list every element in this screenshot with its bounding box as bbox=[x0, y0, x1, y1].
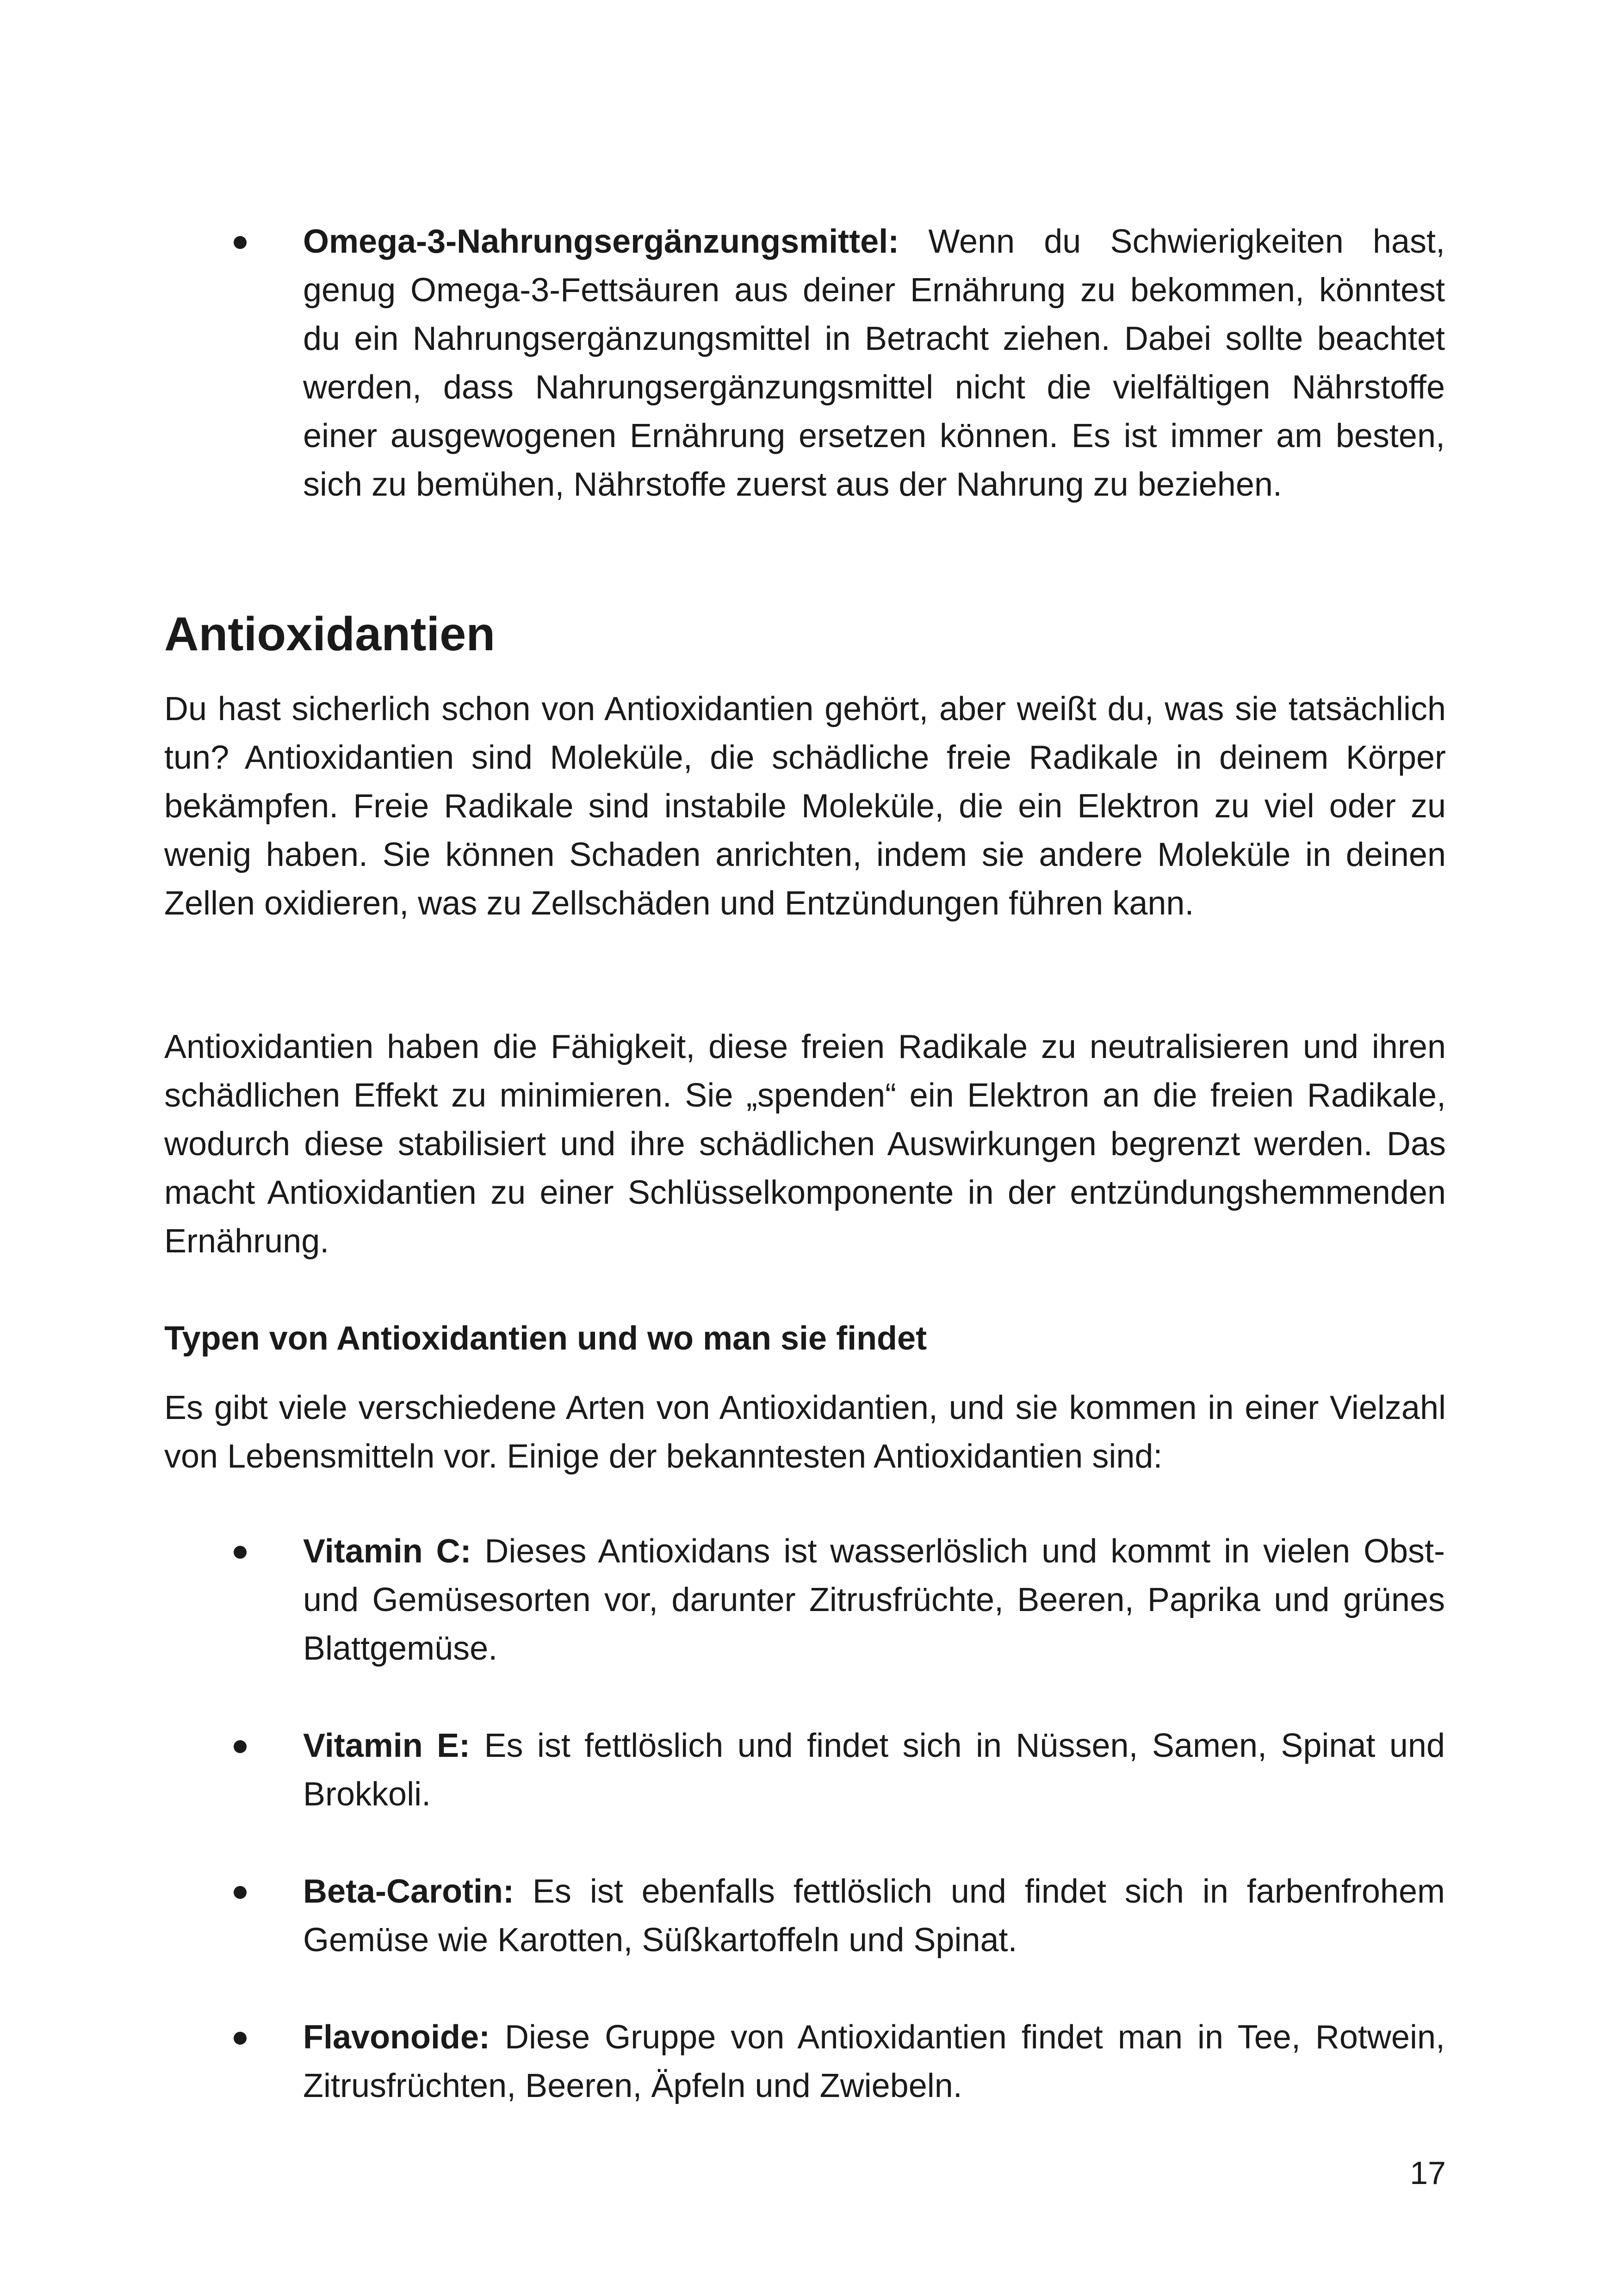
section-paragraph-1: Du hast sicherlich schon von Antioxidantien gehört, aber weißt du, was sie tatsächlich tun? Antioxidantien sind Moleküle, die schädliche freie Radikale in deinem Körper bekämpfen. Freie Radikale sind instabile Moleküle, die ein Elektron zu viel oder zu wenig haben. Sie können Schaden anrichten, indem sie andere Moleküle in deinen Zellen oxidieren, was zu Zellschäden und Entzündungen führen kann. bbox=[164, 691, 1446, 922]
bullet-description: Es ist ebenfalls fettlöslich und findet sich in farbenfrohem Gemüse wie Karotten, Süßkartoffeln und Spinat. bbox=[303, 1873, 1445, 1959]
bullet-term: Vitamin E: bbox=[303, 1727, 471, 1764]
bullet-term: Omega-3-Nahrungsergänzungsmittel: bbox=[303, 223, 899, 260]
section-heading: Antioxidantien bbox=[164, 607, 496, 660]
subsection-intro: Es gibt viele verschiedene Arten von Antioxidantien, und sie kommen in einer Vielzahl von Lebensmitteln vor. Einige der bekanntesten Antioxidantien sind: bbox=[164, 1389, 1446, 1475]
bullet-vitamin-e bbox=[164, 1722, 1446, 1819]
bullet-text bbox=[303, 218, 1445, 509]
bullet-text bbox=[303, 2013, 1445, 2110]
bullet-term: Beta-Carotin: bbox=[303, 1873, 515, 1910]
bullet-dot bbox=[234, 1740, 247, 1753]
bullet-description: Dieses Antioxidans ist wasserlöslich und kommt in vielen Obst- und Gemüsesorten vor, darunter Zitrusfrüchte, Beeren, Paprika und grünes Blattgemüse. bbox=[303, 1533, 1445, 1667]
bullet-term: Flavonoide: bbox=[303, 2019, 490, 2056]
bullet-flavonoide bbox=[164, 2013, 1446, 2110]
bullet-dot bbox=[234, 2032, 247, 2045]
bullet-text bbox=[303, 1867, 1445, 1965]
bullet-vitamin-c bbox=[164, 1527, 1446, 1673]
bullet-omega3-supplements bbox=[164, 218, 1446, 509]
page-number: 17 bbox=[1410, 2155, 1446, 2191]
bullet-beta-carotin bbox=[164, 1867, 1446, 1965]
bullet-description: Diese Gruppe von Antioxidantien findet man in Tee, Rotwein, Zitrusfrüchten, Beeren, Äpfeln und Zwiebeln. bbox=[303, 2019, 1445, 2104]
bullet-description: Wenn du Schwierigkeiten hast, genug Omega-3-Fettsäuren aus deiner Ernährung zu bekommen, könntest du ein Nahrungsergänzungsmittel in Betracht ziehen. Dabei sollte beachtet werden, dass Nahrungsergänzungsmittel nicht die vielfältigen Nährstoffe einer ausgewogenen Ernährung ersetzen können. Es ist immer am besten, sich zu bemühen, Nährstoffe zuerst aus der Nahrung zu beziehen. bbox=[303, 223, 1445, 503]
bullet-description: Es ist fettlöslich und findet sich in Nüssen, Samen, Spinat und Brokkoli. bbox=[303, 1727, 1445, 1813]
bullet-term: Vitamin C: bbox=[303, 1533, 471, 1570]
bullet-text bbox=[303, 1722, 1445, 1819]
bullet-dot bbox=[234, 236, 247, 249]
bullet-dot bbox=[234, 1886, 247, 1899]
section-paragraph-2: Antioxidantien haben die Fähigkeit, diese freien Radikale zu neutralisieren und ihren schädlichen Effekt zu minimieren. Sie „spenden“ ein Elektron an die freien Radikale, wodurch diese stabilisiert und ihre schädlichen Auswirkungen begrenzt werden. Das macht Antioxidantien zu einer Schlüsselkomponente in der entzündungshemmenden Ernährung. bbox=[164, 1028, 1446, 1260]
bullet-text bbox=[303, 1527, 1445, 1673]
subsection-heading: Typen von Antioxidantien und wo man sie findet bbox=[164, 1320, 927, 1357]
bullet-dot bbox=[234, 1546, 247, 1559]
